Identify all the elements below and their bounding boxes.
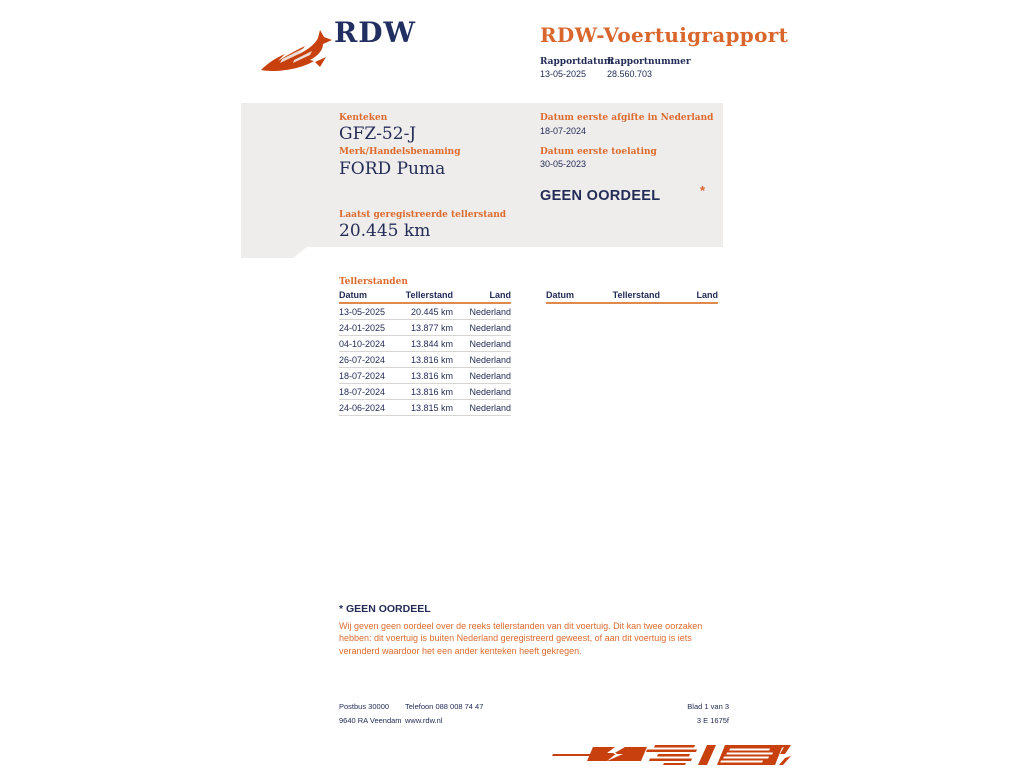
table-cell: 13.877 km (410, 323, 453, 333)
col-datum: Datum (546, 290, 575, 300)
footer-phone: Telefoon 088 008 74 47 (405, 702, 484, 711)
footer-address-line1: Postbus 30000 (339, 702, 390, 711)
table-cell: 18-07-2024 (339, 371, 386, 381)
col-tellerstand: Tellerstand (612, 290, 660, 300)
table-cell: 18-07-2024 (339, 387, 386, 397)
table-cell: Nederland (469, 387, 511, 397)
table-cell: 24-06-2024 (339, 403, 386, 413)
table-row (339, 400, 511, 416)
merk-value: FORD Puma (339, 159, 446, 179)
table-body (339, 304, 511, 416)
table-cell: 20.445 km (410, 307, 453, 317)
tellerstand-label: Laatst geregistreerde tellerstand (339, 210, 507, 220)
report-number-label: Rapportnummer (607, 57, 691, 67)
report-date-label: Rapportdatum (540, 57, 614, 67)
tellerstanden-table-left (339, 290, 511, 416)
table-header-row (546, 290, 718, 304)
footer-page-number: Blad 1 van 3 (687, 702, 729, 711)
toelating-label: Datum eerste toelating (540, 147, 657, 157)
merk-label: Merk/Handelsbenaming (339, 147, 461, 157)
tellerstanden-table-right (546, 290, 718, 304)
speed-stripes-graphic-icon (549, 742, 791, 768)
table-row (339, 384, 511, 400)
col-tellerstand: Tellerstand (405, 290, 453, 300)
rdw-logo-text: RDW (334, 16, 416, 49)
table-cell: Nederland (469, 403, 511, 413)
summary-box-corner-tab (241, 247, 307, 258)
footer-address-line2: 9640 RA Veendam (339, 716, 402, 725)
table-cell: 13.816 km (410, 371, 453, 381)
table-cell: 24-01-2025 (339, 323, 386, 333)
report-number-value: 28.560.703 (607, 69, 653, 79)
afgifte-label: Datum eerste afgifte in Nederland (540, 113, 714, 123)
rdw-bird-logo-icon (260, 29, 334, 73)
table-header-row (339, 290, 511, 304)
col-datum: Datum (339, 290, 368, 300)
table-cell: Nederland (469, 323, 511, 333)
afgifte-value: 18-07-2024 (540, 126, 587, 136)
oordeel-status: GEEN OORDEEL (540, 188, 661, 204)
table-row (339, 368, 511, 384)
toelating-value: 30-05-2023 (540, 159, 587, 169)
vehicle-summary-box (241, 103, 723, 247)
col-land: Land (696, 290, 718, 300)
kenteken-value: GFZ-52-J (339, 124, 417, 144)
footer-doc-code: 3 E 1675f (696, 716, 729, 725)
col-land: Land (489, 290, 511, 300)
table-cell: 26-07-2024 (339, 355, 386, 365)
table-cell: 04-10-2024 (339, 339, 386, 349)
table-row (339, 304, 511, 320)
table-row (339, 320, 511, 336)
tellerstand-value: 20.445 km (339, 221, 431, 241)
table-cell: 13.844 km (410, 339, 453, 349)
table-cell: 13.816 km (410, 355, 453, 365)
footnote-body: Wij geven geen oordeel over de reeks tellerstanden van dit voertuig. Dit kan twee oorzaken hebben: dit voertuig is buiten Nederland geregistreerd geweest, of aan dit voertuig is iets veranderd waardoor het een ander kenteken heeft gekregen. (339, 621, 703, 656)
footnote-title (339, 603, 431, 615)
footnote-asterisk: * (339, 603, 344, 615)
page-title: RDW-Voertuigrapport (540, 23, 789, 47)
table-cell: Nederland (469, 339, 511, 349)
tellerstanden-section-title: Tellerstanden (339, 277, 408, 287)
report-date-value: 13-05-2025 (540, 69, 587, 79)
oordeel-asterisk: * (700, 183, 706, 198)
table-cell: 13.815 km (410, 403, 453, 413)
footnote-title-text: GEEN OORDEEL (346, 603, 431, 615)
table-cell: 13-05-2025 (339, 307, 386, 317)
footer-website: www.rdw.nl (405, 716, 443, 725)
table-cell: 13.816 km (410, 387, 453, 397)
kenteken-label: Kenteken (339, 113, 388, 123)
table-row (339, 352, 511, 368)
table-row (339, 336, 511, 352)
table-cell: Nederland (469, 371, 511, 381)
table-cell: Nederland (469, 307, 511, 317)
table-cell: Nederland (469, 355, 511, 365)
